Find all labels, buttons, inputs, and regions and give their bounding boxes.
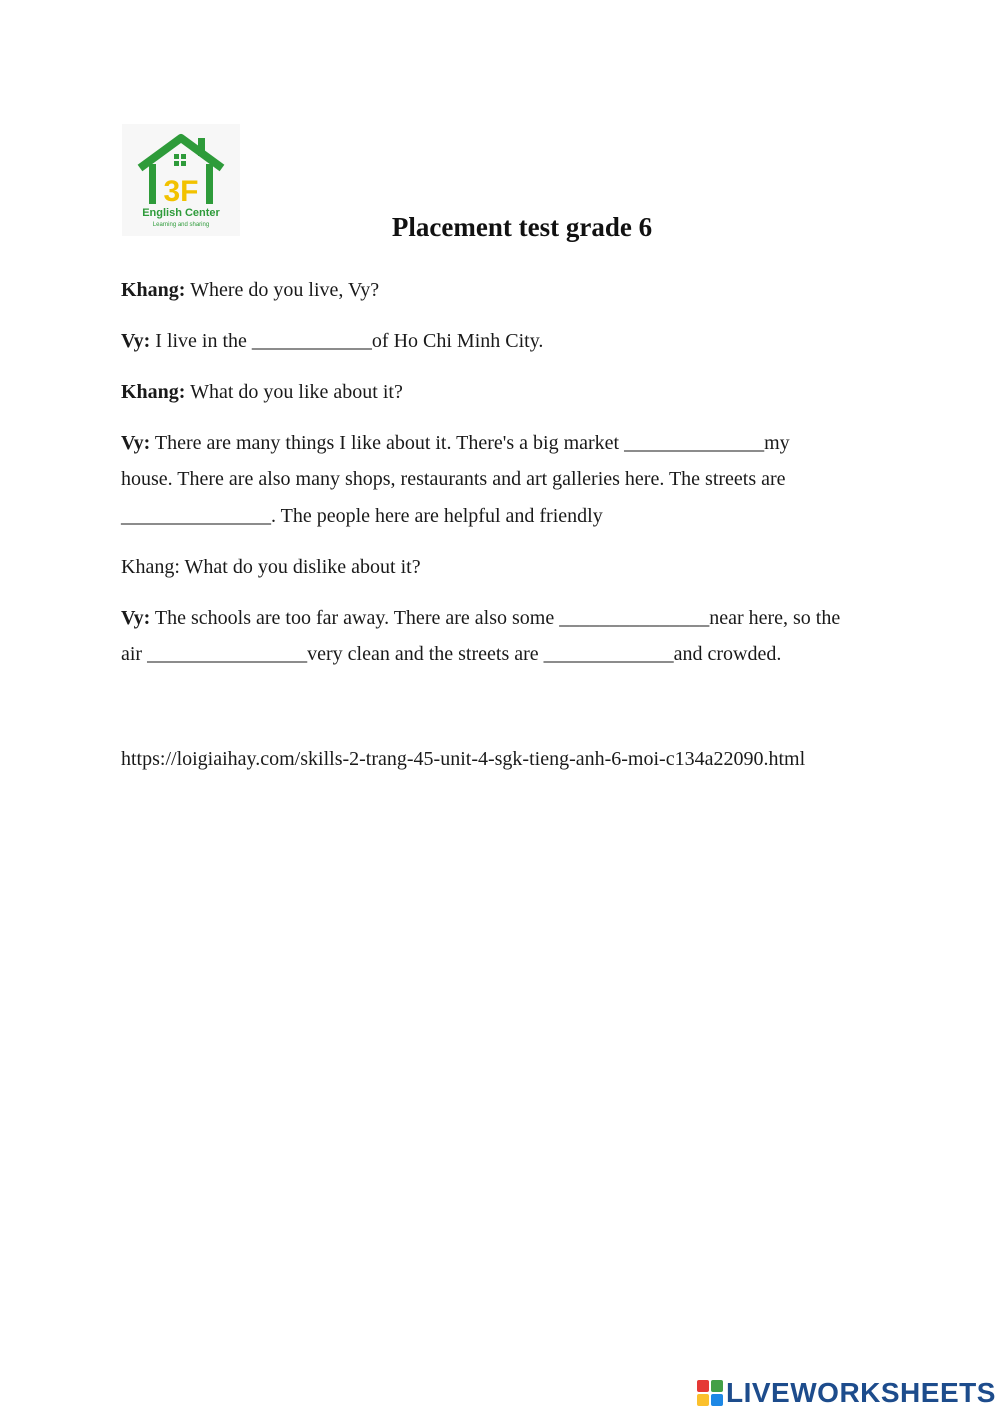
logo-square-yellow [697,1394,709,1406]
dialogue-text: There are many things I like about it. There's a big market ______________my [150,432,790,454]
dialogue-line [121,329,543,353]
dialogue-text: house. There are also many shops, restaurants and art galleries here. The streets are [121,468,786,490]
dialogue-text: Where do you live, Vy? [185,279,380,301]
dialogue-text: _______________. The people here are helpful and friendly [121,505,603,527]
dialogue-line [121,467,786,491]
watermark-text: LIVEWORKSHEETS [726,1377,996,1408]
page-title: Placement test grade 6 [391,212,653,242]
dialogue-line [121,555,421,579]
dialogue-line [121,278,379,302]
logo-square-blue [711,1394,723,1406]
logo-square-red [697,1380,709,1392]
dialogue-text: What do you like about it? [185,381,403,403]
dialogue-line [121,380,403,404]
speaker-label: Vy: [121,607,151,629]
speaker-label: Vy: [121,330,151,352]
dialogue-line [121,642,781,666]
liveworksheets-logo-icon [697,1380,723,1406]
speaker-label: Khang: [121,279,186,301]
logo-square-green [711,1380,723,1392]
dialogue-text: air ________________very clean and the streets are _____________and crowded. [121,643,782,665]
dialogue-line [121,504,603,528]
speaker-label: Vy: [121,432,151,454]
dialogue-line [121,606,840,630]
logo-name: English Center [142,207,220,219]
logo-tagline: Learning and sharing [152,222,210,228]
dialogue-text: I live in the ____________of Ho Chi Minh City. [150,330,544,352]
dialogue-text: The schools are too far away. There are also some _______________near here, so the [150,607,841,629]
dialogue-text: Khang: What do you dislike about it? [121,556,421,578]
liveworksheets-watermark [697,1377,996,1409]
source-url: https://loigiaihay.com/skills-2-trang-45-unit-4-sgk-tieng-anh-6-moi-c134a22090.html [121,748,806,770]
speaker-label: Khang: [121,381,186,403]
dialogue-line [121,431,790,455]
logo-brand-mark: 3F [163,175,199,208]
